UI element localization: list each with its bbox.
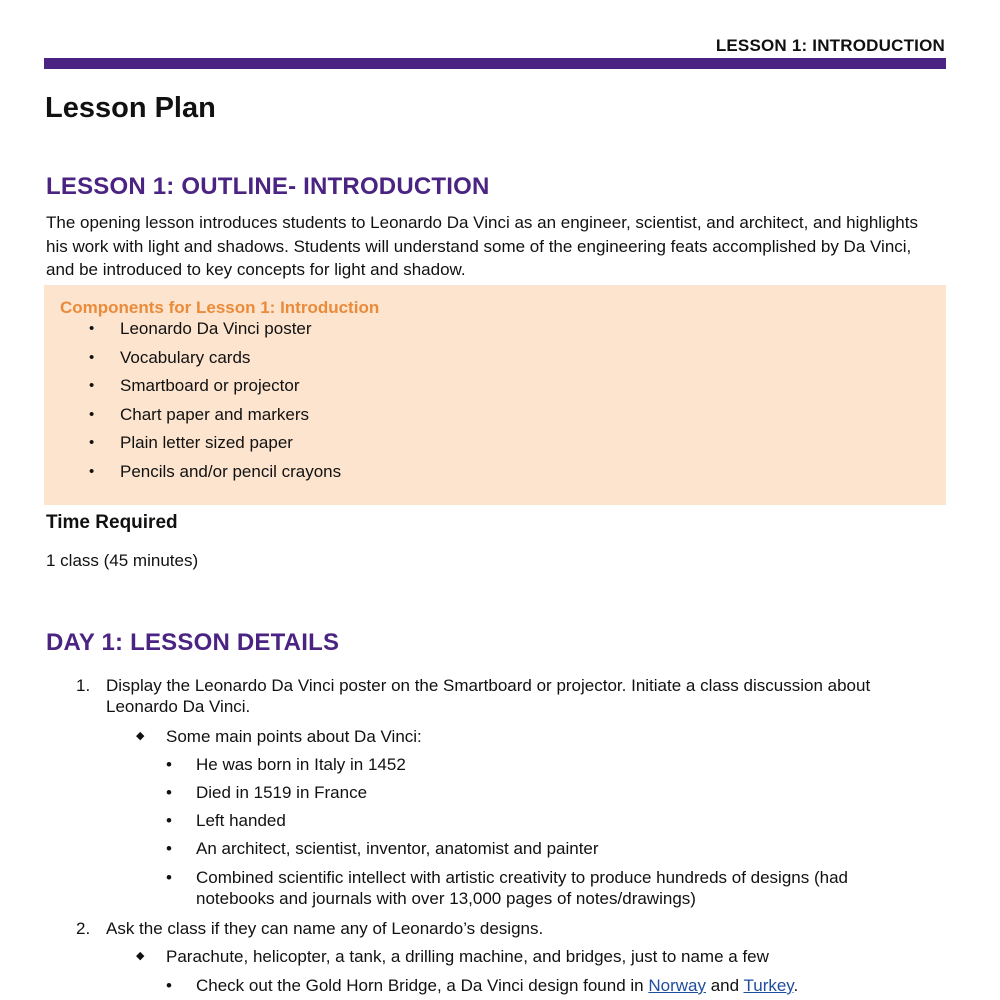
- bullet-icon: •: [166, 868, 172, 887]
- list-item: [44, 461, 341, 490]
- list-item: [44, 347, 341, 376]
- diamond-bullet-icon: ◆: [136, 950, 145, 962]
- list-item: [44, 318, 341, 347]
- components-title: Components for Lesson 1: Introduction: [60, 298, 380, 317]
- list-item-label: Plain letter sized paper: [120, 433, 293, 452]
- components-box: [44, 285, 946, 505]
- diamond-bullet-icon: ◆: [136, 730, 145, 742]
- bullet-icon: •: [166, 976, 172, 995]
- running-header: LESSON 1: INTRODUCTION: [715, 36, 945, 55]
- step-number: 1.: [76, 676, 91, 695]
- lesson-details-heading: DAY 1: LESSON DETAILS: [46, 629, 340, 656]
- norway-link[interactable]: Norway: [648, 976, 706, 995]
- list-item-label: Leonardo Da Vinci poster: [120, 319, 312, 338]
- header-rule: [44, 58, 946, 69]
- subpoint-heading-text: Parachute, helicopter, a tank, a drilling machine, and bridges, just to name a few: [166, 947, 769, 966]
- step-text: Ask the class if they can name any of Leonardo’s designs.: [106, 919, 544, 938]
- step-number: 2.: [76, 919, 91, 938]
- bullet-icon: •: [89, 462, 95, 480]
- bullet-icon: •: [166, 811, 172, 830]
- list-item-label: Died in 1519 in France: [196, 783, 368, 802]
- sentence-end: .: [793, 976, 799, 995]
- list-item-label: Combined scientific intellect with artistic creativity to produce hundreds of designs (had notebooks and journals with over 13,000 pages of notes/drawings): [196, 868, 848, 908]
- turkey-link[interactable]: Turkey: [743, 976, 794, 995]
- outline-heading: LESSON 1: OUTLINE- INTRODUCTION: [46, 173, 490, 200]
- list-item: [44, 375, 341, 404]
- list-item-label: Chart paper and markers: [120, 404, 309, 424]
- list-item-label: An architect, scientist, inventor, anatomist and painter: [196, 839, 599, 858]
- list-item-label: He was born in Italy in 1452: [196, 755, 406, 774]
- bullet-icon: •: [89, 405, 95, 423]
- bullet-icon: •: [89, 320, 95, 337]
- page-title: Lesson Plan: [45, 92, 216, 124]
- bullet-icon: •: [166, 783, 172, 802]
- bullet-icon: •: [89, 377, 95, 394]
- subpoint-heading-text: Some main points about Da Vinci:: [166, 727, 422, 746]
- step-text: Display the Leonardo Da Vinci poster on the Smartboard or projector. Initiate a class discussion about Leonardo Da Vinci.: [106, 676, 871, 716]
- bullet-icon: •: [166, 839, 172, 858]
- time-required-heading: Time Required: [46, 512, 178, 533]
- connector-text: and: [705, 976, 744, 995]
- bullet-icon: •: [89, 348, 95, 366]
- list-item-label: Vocabulary cards: [120, 347, 251, 367]
- intro-paragraph: The opening lesson introduces students to Leonardo Da Vinci as an engineer, scientist, and architect, and highlights his work with light and shadows. Students will understand some of the engineering feats accomplished by Da Vinci, and be introduced to key concepts for light and shadow.: [46, 213, 918, 279]
- bullet-icon: •: [89, 434, 95, 451]
- time-required-value: 1 class (45 minutes): [46, 551, 199, 570]
- bridge-text: Check out the Gold Horn Bridge, a Da Vinci design found in: [196, 976, 649, 995]
- bullet-icon: •: [166, 755, 172, 774]
- components-list: [44, 318, 341, 489]
- list-item-label: [196, 975, 896, 996]
- list-item: [44, 404, 341, 433]
- list-item-label: Smartboard or projector: [120, 376, 300, 395]
- list-item-label: Pencils and/or pencil crayons: [120, 461, 342, 481]
- list-item-label: Left handed: [196, 811, 286, 830]
- list-item: [44, 432, 341, 461]
